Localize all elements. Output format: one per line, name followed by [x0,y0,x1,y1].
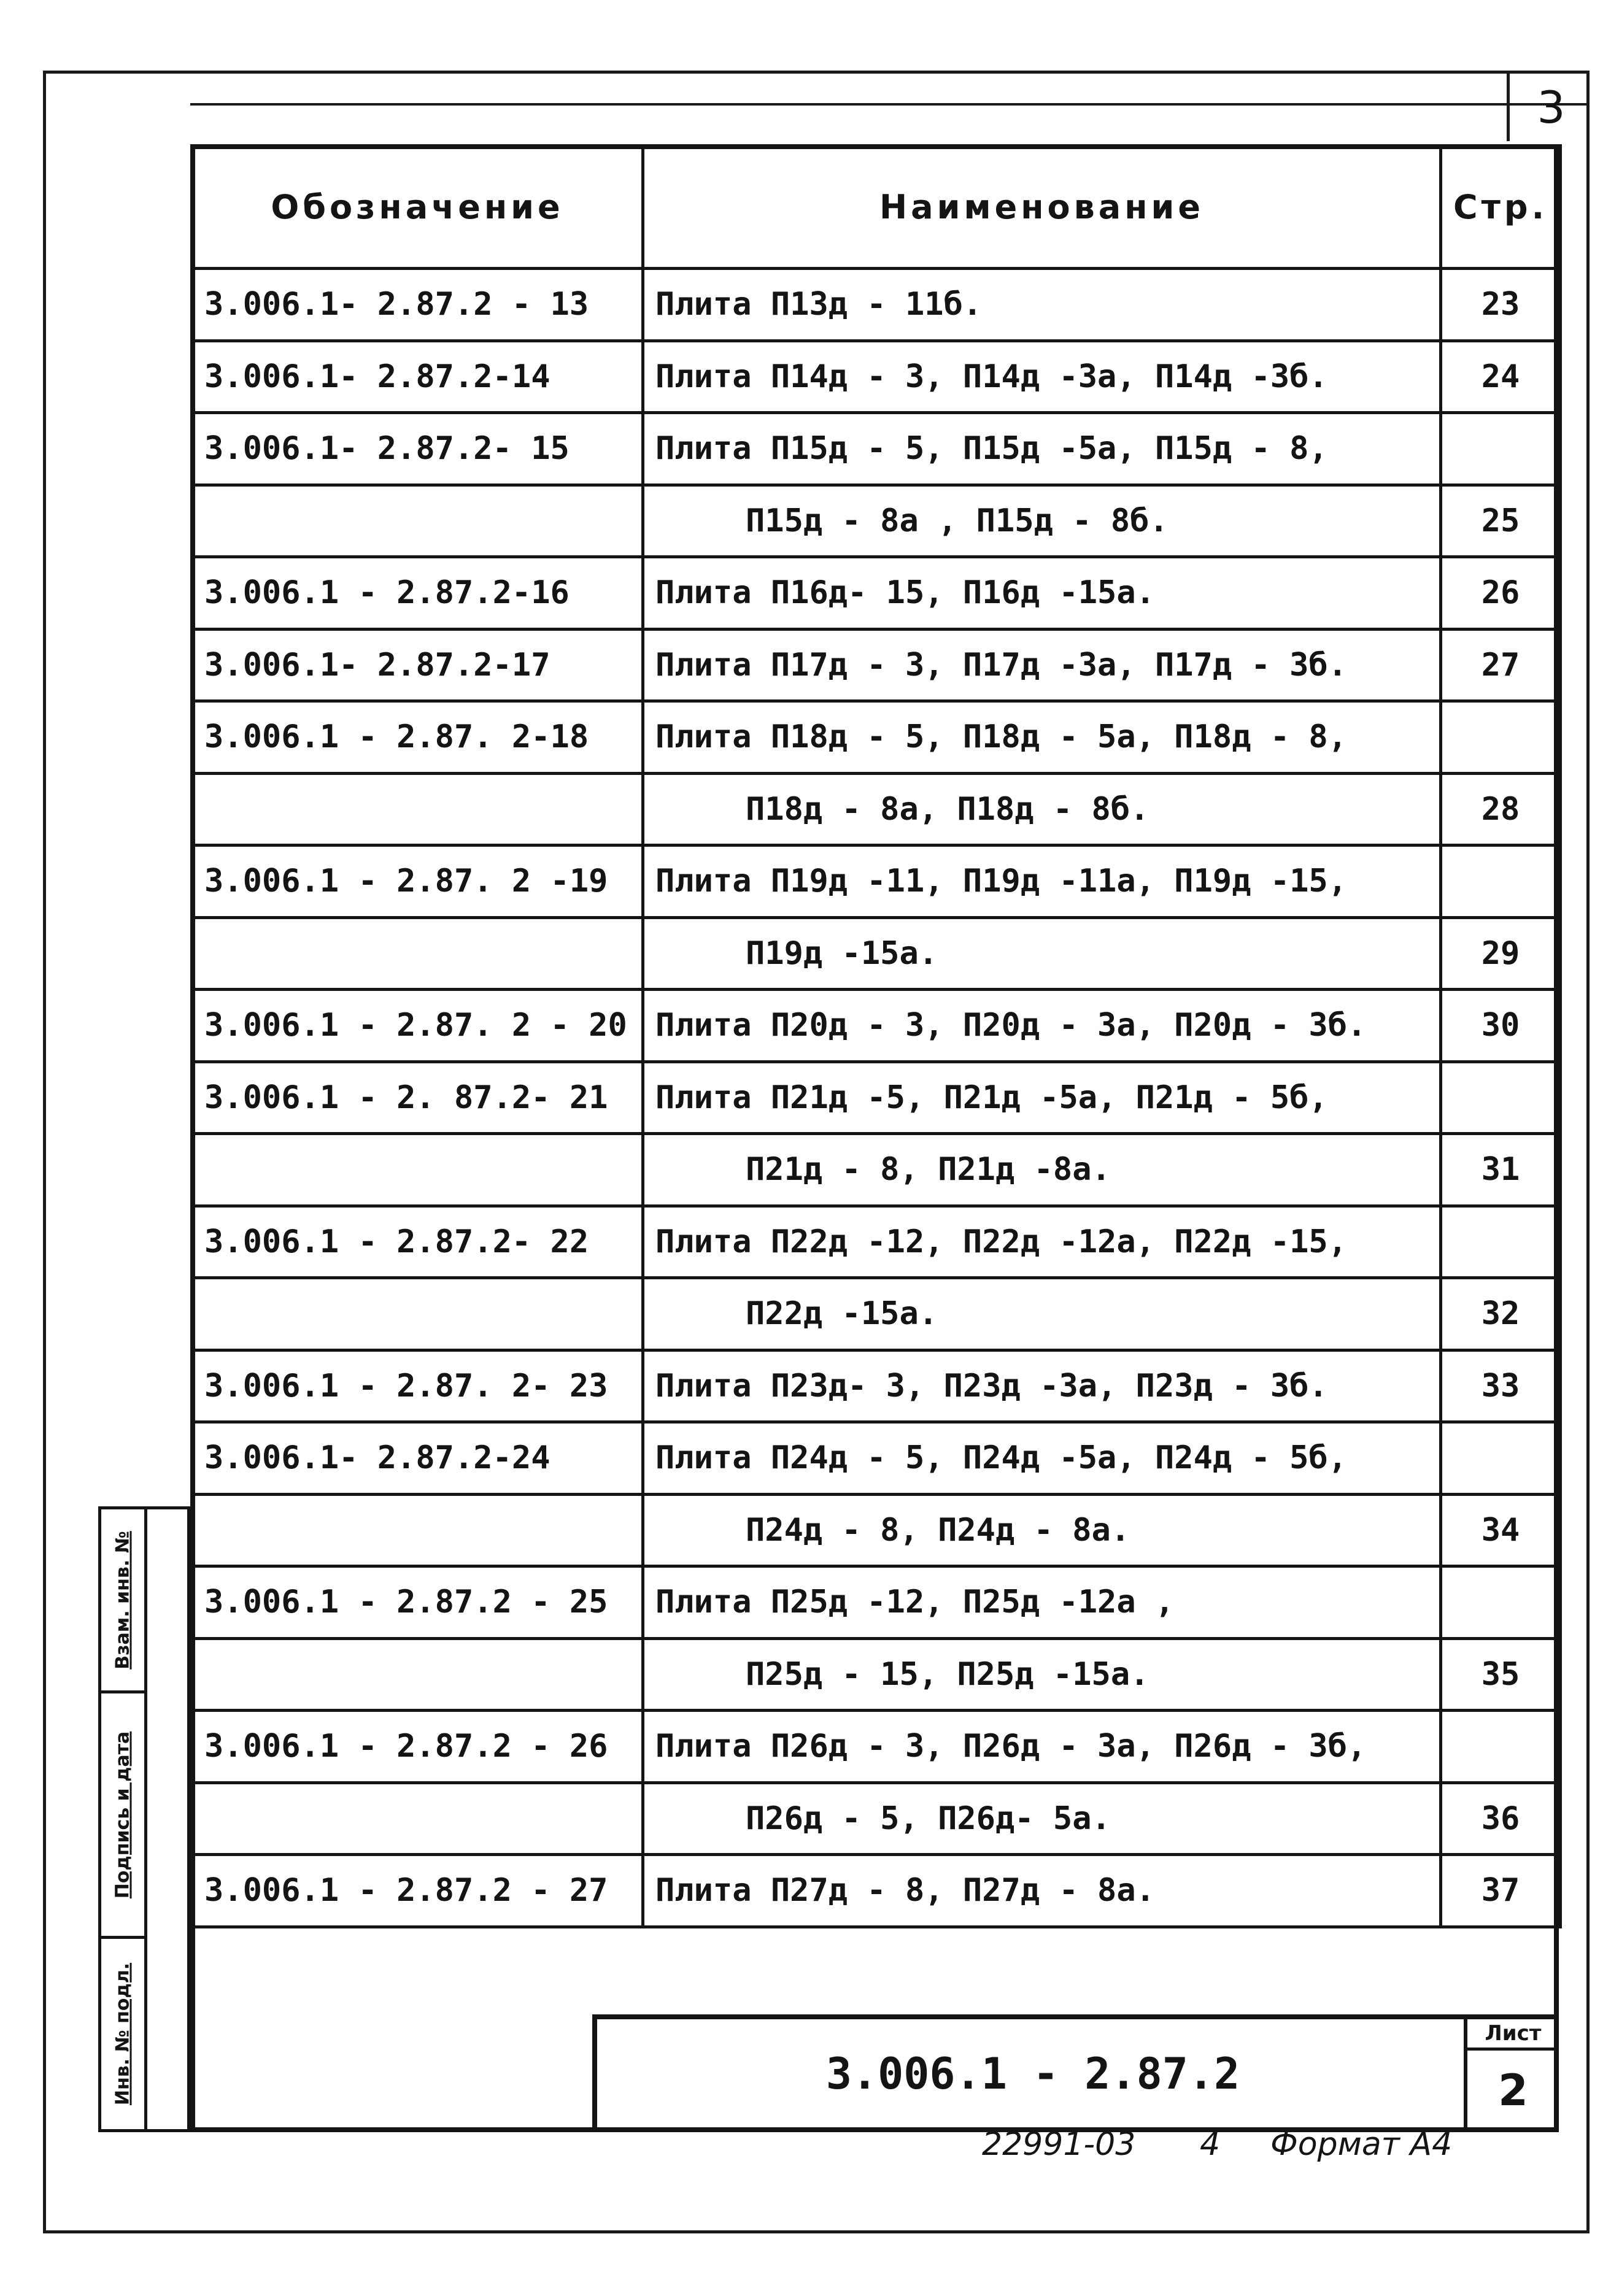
signature-date-cell [101,1693,144,1939]
original-inv-cell [101,1939,144,2129]
table-row [192,1134,1561,1206]
row-designation [192,773,643,846]
row-page: 35 [1441,1638,1561,1711]
table-row [192,1494,1561,1566]
header-name: Наименование [643,146,1441,269]
row-name: Плита П27д - 8, П27д - 8а. [643,1855,1441,1927]
table-row [192,917,1561,990]
table-row [192,701,1561,774]
sheet-box [1464,2019,1559,2132]
row-page: 26 [1441,557,1561,630]
row-name: Плита П14д - 3, П14д -3а, П14д -3б. [643,341,1441,413]
exchange-inv-cell [101,1509,144,1693]
row-name: П22д -15а. [643,1278,1441,1350]
row-name: Плита П17д - 3, П17д -3а, П17д - 3б. [643,629,1441,701]
row-name: Плита П20д - 3, П20д - 3а, П20д - 3б. [643,990,1441,1062]
row-name: Плита П26д - 3, П26д - 3а, П26д - 3б, [643,1711,1441,1783]
row-page: 28 [1441,773,1561,846]
row-designation: 3.006.1 - 2.87.2 - 27 [192,1855,643,1927]
row-designation: 3.006.1 - 2.87. 2 -19 [192,846,643,918]
row-designation: 3.006.1 - 2.87.2 - 26 [192,1711,643,1783]
row-page [1441,1566,1561,1639]
row-designation: 3.006.1 - 2.87.2- 22 [192,1206,643,1278]
table-row [192,341,1561,413]
row-designation: 3.006.1 - 2.87. 2 - 20 [192,990,643,1062]
row-designation [192,1494,643,1566]
inventory-number: 22991-03 [982,2126,1136,2163]
original-inv-label: Инв. № подл. [112,1962,134,2106]
sheet-label: Лист [1467,2019,1559,2051]
row-designation: 3.006.1- 2.87.2-17 [192,629,643,701]
row-name: Плита П22д -12, П22д -12а, П22д -15, [643,1206,1441,1278]
page-number-box [1507,71,1593,141]
row-name: Плита П15д - 5, П15д -5а, П15д - 8, [643,413,1441,485]
row-designation: 3.006.1 - 2.87.2 - 25 [192,1566,643,1639]
table-row [192,1782,1561,1855]
row-designation [192,917,643,990]
row-designation [192,1278,643,1350]
row-name: Плита П16д- 15, П16д -15а. [643,557,1441,630]
table-row [192,1061,1561,1134]
row-page: 24 [1441,341,1561,413]
row-page [1441,1711,1561,1783]
row-page [1441,701,1561,774]
table-row [192,1566,1561,1639]
row-page: 33 [1441,1350,1561,1422]
approval-side-strip [98,1506,190,2132]
title-stamp [592,2014,1559,2132]
row-page: 32 [1441,1278,1561,1350]
exchange-inv-label: Взам. инв. № [112,1530,134,1670]
row-name: Плита П24д - 5, П24д -5а, П24д - 5б, [643,1422,1441,1495]
row-page: 31 [1441,1134,1561,1206]
row-page: 30 [1441,990,1561,1062]
top-frame-line [190,103,1590,106]
table-row [192,773,1561,846]
row-name: Плита П21д -5, П21д -5а, П21д - 5б, [643,1061,1441,1134]
row-designation [192,485,643,557]
row-name: П21д - 8, П21д -8а. [643,1134,1441,1206]
row-designation: 3.006.1 - 2.87. 2- 23 [192,1350,643,1422]
row-page [1441,1206,1561,1278]
contents-table [190,144,1562,1928]
row-name: П15д - 8а , П15д - 8б. [643,485,1441,557]
row-name: Плита П23д- 3, П23д -3а, П23д - 3б. [643,1350,1441,1422]
row-page [1441,846,1561,918]
table-row [192,990,1561,1062]
page-number: 3 [1537,82,1566,133]
row-name: Плита П18д - 5, П18д - 5а, П18д - 8, [643,701,1441,774]
format-label: Формат А4 [1270,2126,1453,2163]
row-page [1441,1061,1561,1134]
table-row [192,1278,1561,1350]
table-row [192,1855,1561,1927]
row-name: Плита П25д -12, П25д -12а , [643,1566,1441,1639]
sheet-number: 2 [1498,2065,1528,2116]
row-page [1441,413,1561,485]
row-designation: 3.006.1- 2.87.2-24 [192,1422,643,1495]
row-designation [192,1782,643,1855]
table-row [192,1206,1561,1278]
row-name: Плита П19д -11, П19д -11а, П19д -15, [643,846,1441,918]
table-row [192,1638,1561,1711]
signature-date-label: Подпись и дата [112,1731,134,1898]
copy-mark: 4 [1200,2126,1221,2163]
row-page: 25 [1441,485,1561,557]
table-row [192,413,1561,485]
row-page [1441,1422,1561,1495]
row-page: 27 [1441,629,1561,701]
table-row [192,1711,1561,1783]
row-name: Плита П13д - 11б. [643,269,1441,341]
table-row [192,269,1561,341]
row-designation [192,1638,643,1711]
row-designation: 3.006.1 - 2. 87.2- 21 [192,1061,643,1134]
row-page: 36 [1441,1782,1561,1855]
row-name: П25д - 15, П25д -15а. [643,1638,1441,1711]
row-designation: 3.006.1- 2.87.2- 15 [192,413,643,485]
header-page: Стр. [1441,146,1561,269]
table-row [192,1422,1561,1495]
row-designation: 3.006.1 - 2.87.2-16 [192,557,643,630]
table-row [192,485,1561,557]
row-page: 34 [1441,1494,1561,1566]
row-name: П24д - 8, П24д - 8а. [643,1494,1441,1566]
row-designation: 3.006.1- 2.87.2-14 [192,341,643,413]
row-page: 23 [1441,269,1561,341]
table-row [192,629,1561,701]
row-designation: 3.006.1 - 2.87. 2-18 [192,701,643,774]
row-name: П26д - 5, П26д- 5а. [643,1782,1441,1855]
row-page: 37 [1441,1855,1561,1927]
table-header-row [192,146,1561,269]
row-designation [192,1134,643,1206]
row-designation: 3.006.1- 2.87.2 - 13 [192,269,643,341]
row-name: П19д -15а. [643,917,1441,990]
row-page: 29 [1441,917,1561,990]
table-row [192,1350,1561,1422]
stamp-document-code: 3.006.1 - 2.87.2 [825,2049,1240,2099]
row-name: П18д - 8а, П18д - 8б. [643,773,1441,846]
table-row [192,846,1561,918]
table-row [192,557,1561,630]
side-strip-divider [144,1509,147,2129]
header-designation: Обозначение [192,146,643,269]
